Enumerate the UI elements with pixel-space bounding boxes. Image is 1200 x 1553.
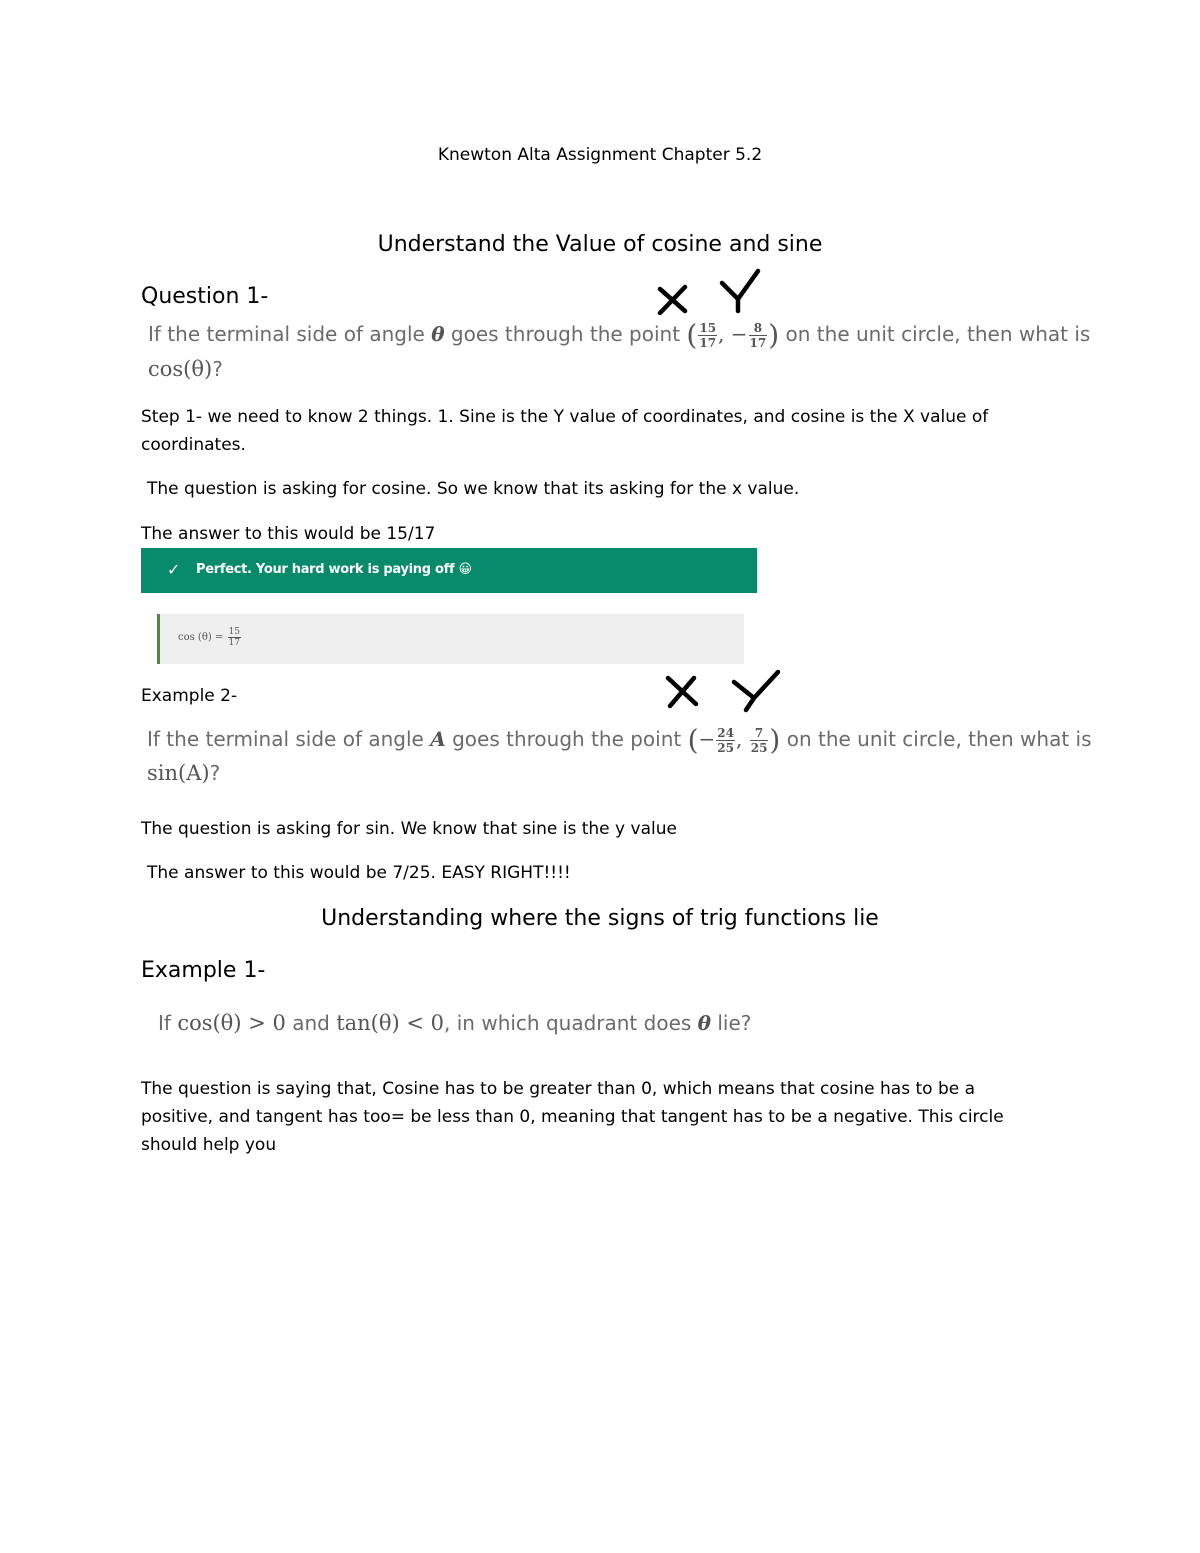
answer-equation: cos (θ) = $\frac{15}{17}$ (178, 627, 240, 648)
example-1-label: Example 1- (141, 958, 266, 983)
handwritten-y-mark-2 (734, 672, 778, 710)
question-1-prompt: If the terminal side of angle θ goes through the point ( $\frac{15}{17}$ , − $\frac{8}{17}$ ) on the unit circle, then what is (148, 318, 1091, 352)
handwritten-xy-annotation (650, 265, 770, 315)
example-2-line-2: The answer to this would be 7/25. EASY RIGHT!!!! (147, 863, 571, 883)
point-y-fraction-2: $\frac{7}{25}$ (750, 726, 768, 755)
step-1-text: Step 1- we need to know 2 things. 1. Sine is the Y value of coordinates, and cosine is the X value of coordinates. (141, 407, 989, 455)
example-2-label: Example 2- (141, 686, 238, 706)
handwritten-x-mark-2 (668, 678, 696, 706)
explanation-text: The question is saying that, Cosine has to be greater than 0, which means that cosine has to be a positive, and tangent has too= be less than 0, meaning that tangent has to be a negative. This circle should help you (141, 1079, 1004, 1155)
section-heading-cosine-sine: Understand the Value of cosine and sine (377, 232, 823, 257)
step-2-text: The question is asking for cosine. So we know that its asking for the x value. (147, 479, 800, 499)
point-y-fraction: $\frac{8}{17}$ (749, 321, 767, 350)
feedback-message: Perfect. Your hard work is paying off 😀 (196, 562, 472, 577)
handwritten-xy-annotation-2 (660, 668, 790, 716)
checkmark-icon: ✓ (167, 560, 181, 579)
answer-box (157, 614, 744, 664)
example-2-function: sin(A)? (147, 761, 221, 785)
handwritten-x-mark (660, 287, 685, 313)
question-1-label: Question 1- (141, 284, 269, 309)
example-1-prompt: If cos(θ) > 0 and tan(θ) < 0, in which quadrant does θ lie? (158, 1011, 752, 1035)
example-2-line-1: The question is asking for sin. We know that sine is the y value (141, 819, 677, 839)
point-x-fraction-2: $\frac{24}{25}$ (717, 726, 734, 755)
point-x-fraction: $\frac{15}{17}$ (699, 321, 717, 350)
handwritten-y-mark (722, 271, 758, 311)
section-heading-trig-signs: Understanding where the signs of trig functions lie (321, 906, 879, 931)
document-title: Knewton Alta Assignment Chapter 5.2 (437, 145, 763, 165)
answer-line-1: The answer to this would be 15/17 (141, 524, 436, 544)
question-1-function: cos(θ)? (148, 357, 223, 381)
example-2-prompt: If the terminal side of angle A goes through the point (− $\frac{24}{25}$ , $\frac{7}{25}$ ) on the unit circle, then what is (147, 723, 1092, 757)
feedback-banner (141, 548, 757, 593)
